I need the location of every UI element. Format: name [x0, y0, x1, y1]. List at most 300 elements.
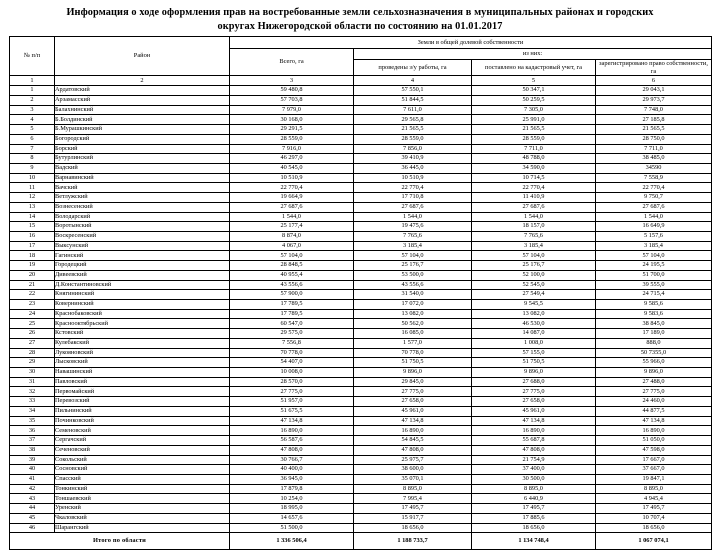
row-total-ha: 36 945,0	[230, 474, 354, 484]
row-cadastral-ha: 10 714,5	[472, 173, 596, 183]
row-total-ha: 70 778,0	[230, 348, 354, 358]
row-rayon-name: Лысковский	[55, 358, 230, 368]
row-total-ha: 28 570,0	[230, 377, 354, 387]
header-cell-rayon: Район	[55, 37, 230, 76]
row-rayon-name: Сеченовский	[55, 445, 230, 455]
row-rayon-name: Воскресенский	[55, 231, 230, 241]
row-total-ha: 19 664,9	[230, 193, 354, 203]
row-survey-work-ha: 57 550,1	[354, 86, 472, 96]
page-title	[15, 6, 705, 33]
row-number: 34	[10, 406, 55, 416]
row-rayon-name: Борский	[55, 144, 230, 154]
row-survey-work-ha: 54 845,5	[354, 436, 472, 446]
row-number: 2	[10, 95, 55, 105]
table-row	[10, 300, 712, 310]
row-number: 24	[10, 309, 55, 319]
table-row	[10, 329, 712, 339]
table-row	[10, 416, 712, 426]
row-rayon-name: Сергачский	[55, 436, 230, 446]
row-rayon-name: Дивеевский	[55, 270, 230, 280]
row-total-ha: 17 789,5	[230, 309, 354, 319]
row-total-ha: 59 480,8	[230, 86, 354, 96]
row-number: 39	[10, 455, 55, 465]
row-rayon-name: Воротынский	[55, 222, 230, 232]
row-total-ha: 10 254,0	[230, 494, 354, 504]
row-rayon-name: Починковский	[55, 416, 230, 426]
row-number: 29	[10, 358, 55, 368]
row-cadastral-ha: 22 770,4	[472, 183, 596, 193]
row-rayon-name: Сосновский	[55, 465, 230, 475]
row-survey-work-ha: 17 710,8	[354, 193, 472, 203]
row-total-ha: 18 995,0	[230, 504, 354, 514]
row-total-ha: 54 407,0	[230, 358, 354, 368]
row-registered-ha: 27 185,8	[596, 115, 712, 125]
row-number: 13	[10, 202, 55, 212]
row-cadastral-ha: 27 687,6	[472, 202, 596, 212]
table-row	[10, 426, 712, 436]
row-rayon-name: Чкаловский	[55, 513, 230, 523]
row-survey-work-ha: 57 104,0	[354, 251, 472, 261]
totals-total: 1 336 506,4	[230, 533, 354, 550]
row-survey-work-ha: 25 975,7	[354, 455, 472, 465]
row-cadastral-ha: 30 500,0	[472, 474, 596, 484]
row-total-ha: 17 879,8	[230, 484, 354, 494]
row-registered-ha: 51 050,0	[596, 436, 712, 446]
row-rayon-name: Кулебакский	[55, 338, 230, 348]
row-number: 43	[10, 494, 55, 504]
row-total-ha: 46 297,0	[230, 154, 354, 164]
table-row	[10, 222, 712, 232]
page-title-line-2: округах Нижегородской области по состоянию на 01.01.2017	[217, 20, 503, 32]
row-cadastral-ha: 18 157,0	[472, 222, 596, 232]
row-cadastral-ha: 27 775,0	[472, 387, 596, 397]
table-row	[10, 338, 712, 348]
row-survey-work-ha: 27 775,0	[354, 387, 472, 397]
table-row	[10, 95, 712, 105]
row-rayon-name: Павловский	[55, 377, 230, 387]
row-number: 21	[10, 280, 55, 290]
row-cadastral-ha: 9 896,0	[472, 368, 596, 378]
row-total-ha: 25 177,4	[230, 222, 354, 232]
row-number: 37	[10, 436, 55, 446]
row-number: 10	[10, 173, 55, 183]
row-total-ha: 40 545,0	[230, 163, 354, 173]
table-row	[10, 319, 712, 329]
row-survey-work-ha: 10 510,9	[354, 173, 472, 183]
row-registered-ha: 5 157,6	[596, 231, 712, 241]
row-cadastral-ha: 37 400,0	[472, 465, 596, 475]
row-survey-work-ha: 13 082,0	[354, 309, 472, 319]
row-registered-ha: 28 750,0	[596, 134, 712, 144]
row-number: 35	[10, 416, 55, 426]
row-number: 36	[10, 426, 55, 436]
row-survey-work-ha: 17 495,7	[354, 504, 472, 514]
row-number: 3	[10, 105, 55, 115]
row-survey-work-ha: 8 895,0	[354, 484, 472, 494]
row-total-ha: 16 890,0	[230, 426, 354, 436]
row-rayon-name: Спасский	[55, 474, 230, 484]
row-cadastral-ha: 27 549,4	[472, 290, 596, 300]
row-cadastral-ha: 21 754,9	[472, 455, 596, 465]
row-survey-work-ha: 1 577,0	[354, 338, 472, 348]
row-survey-work-ha: 50 562,0	[354, 319, 472, 329]
row-number: 33	[10, 397, 55, 407]
row-survey-work-ha: 31 540,0	[354, 290, 472, 300]
row-cadastral-ha: 9 545,5	[472, 300, 596, 310]
row-registered-ha: 9 896,0	[596, 368, 712, 378]
row-total-ha: 27 687,6	[230, 202, 354, 212]
row-total-ha: 28 559,0	[230, 134, 354, 144]
row-registered-ha: 37 667,0	[596, 465, 712, 475]
row-survey-work-ha: 16 890,0	[354, 426, 472, 436]
row-total-ha: 57 104,0	[230, 251, 354, 261]
row-survey-work-ha: 3 185,4	[354, 241, 472, 251]
row-rayon-name: Тоншаевский	[55, 494, 230, 504]
row-survey-work-ha: 47 808,0	[354, 445, 472, 455]
row-registered-ha: 7 711,0	[596, 144, 712, 154]
page-title-line-1: Информация о ходе оформления прав на востребованные земли сельхозназначения в муниципальных районах и городских	[66, 7, 654, 18]
row-cadastral-ha: 1 544,0	[472, 212, 596, 222]
column-number-4: 4	[354, 76, 472, 86]
row-rayon-name: Сокольский	[55, 455, 230, 465]
row-cadastral-ha: 16 890,0	[472, 426, 596, 436]
row-cadastral-ha: 34 590,0	[472, 163, 596, 173]
row-cadastral-ha: 13 082,0	[472, 309, 596, 319]
row-registered-ha: 22 770,4	[596, 183, 712, 193]
header-cell-cadastral: поставлено на кадастровый учет, га	[472, 60, 596, 76]
table-row	[10, 183, 712, 193]
row-number: 27	[10, 338, 55, 348]
row-survey-work-ha: 38 600,0	[354, 465, 472, 475]
row-rayon-name: Лукояновский	[55, 348, 230, 358]
row-total-ha: 22 770,4	[230, 183, 354, 193]
table-row	[10, 115, 712, 125]
row-registered-ha: 7 558,9	[596, 173, 712, 183]
row-registered-ha: 47 598,0	[596, 445, 712, 455]
row-number: 14	[10, 212, 55, 222]
row-survey-work-ha: 15 917,7	[354, 513, 472, 523]
row-cadastral-ha: 25 991,0	[472, 115, 596, 125]
row-registered-ha: 3 185,4	[596, 241, 712, 251]
row-rayon-name: Навашинский	[55, 368, 230, 378]
row-survey-work-ha: 47 134,8	[354, 416, 472, 426]
row-total-ha: 8 874,0	[230, 231, 354, 241]
row-survey-work-ha: 39 410,9	[354, 154, 472, 164]
table-row	[10, 144, 712, 154]
row-cadastral-ha: 17 495,7	[472, 504, 596, 514]
row-number: 45	[10, 513, 55, 523]
row-survey-work-ha: 1 544,0	[354, 212, 472, 222]
row-survey-work-ha: 45 961,0	[354, 406, 472, 416]
row-cadastral-ha: 1 008,0	[472, 338, 596, 348]
row-survey-work-ha: 7 995,4	[354, 494, 472, 504]
row-number: 28	[10, 348, 55, 358]
row-rayon-name: Краснобаковский	[55, 309, 230, 319]
table-row	[10, 406, 712, 416]
row-registered-ha: 29 973,7	[596, 95, 712, 105]
row-registered-ha: 1 544,0	[596, 212, 712, 222]
row-survey-work-ha: 70 778,0	[354, 348, 472, 358]
row-registered-ha: 9 583,6	[596, 309, 712, 319]
row-number: 8	[10, 154, 55, 164]
row-survey-work-ha: 28 559,0	[354, 134, 472, 144]
row-survey-work-ha: 51 844,5	[354, 95, 472, 105]
row-total-ha: 7 979,0	[230, 105, 354, 115]
row-number: 16	[10, 231, 55, 241]
column-number-2: 2	[55, 76, 230, 86]
row-cadastral-ha: 17 885,6	[472, 513, 596, 523]
table-row	[10, 494, 712, 504]
table-row	[10, 348, 712, 358]
row-survey-work-ha: 53 500,0	[354, 270, 472, 280]
table-row	[10, 358, 712, 368]
row-cadastral-ha: 7 305,0	[472, 105, 596, 115]
row-rayon-name: Ковернинский	[55, 300, 230, 310]
row-registered-ha: 55 966,0	[596, 358, 712, 368]
row-cadastral-ha: 11 410,9	[472, 193, 596, 203]
table-row	[10, 241, 712, 251]
table-row	[10, 193, 712, 203]
table-row	[10, 280, 712, 290]
row-registered-ha: 17 189,0	[596, 329, 712, 339]
row-number: 7	[10, 144, 55, 154]
row-rayon-name: Володарский	[55, 212, 230, 222]
row-number: 42	[10, 484, 55, 494]
row-cadastral-ha: 52 100,0	[472, 270, 596, 280]
table-body	[10, 86, 712, 533]
row-rayon-name: Княгининский	[55, 290, 230, 300]
row-cadastral-ha: 7 765,6	[472, 231, 596, 241]
row-registered-ha: 24 195,5	[596, 261, 712, 271]
table-row	[10, 154, 712, 164]
row-rayon-name: Кстовский	[55, 329, 230, 339]
row-cadastral-ha: 45 961,0	[472, 406, 596, 416]
table-row	[10, 270, 712, 280]
column-number-5: 5	[472, 76, 596, 86]
row-survey-work-ha: 29 565,8	[354, 115, 472, 125]
row-number: 12	[10, 193, 55, 203]
row-total-ha: 17 789,5	[230, 300, 354, 310]
header-cell-work: проведены з/у работы, га	[354, 60, 472, 76]
row-number: 40	[10, 465, 55, 475]
row-survey-work-ha: 29 845,0	[354, 377, 472, 387]
row-total-ha: 56 587,6	[230, 436, 354, 446]
row-total-ha: 30 168,0	[230, 115, 354, 125]
row-number: 30	[10, 368, 55, 378]
row-total-ha: 14 657,6	[230, 513, 354, 523]
table-row	[10, 455, 712, 465]
row-registered-ha: 29 043,1	[596, 86, 712, 96]
row-number: 6	[10, 134, 55, 144]
row-cadastral-ha: 27 688,0	[472, 377, 596, 387]
row-registered-ha: 888,0	[596, 338, 712, 348]
row-cadastral-ha: 14 087,0	[472, 329, 596, 339]
row-number: 25	[10, 319, 55, 329]
table-row	[10, 309, 712, 319]
table-row	[10, 212, 712, 222]
row-survey-work-ha: 36 445,0	[354, 163, 472, 173]
row-cadastral-ha: 50 347,1	[472, 86, 596, 96]
row-rayon-name: Уренский	[55, 504, 230, 514]
row-number: 44	[10, 504, 55, 514]
row-cadastral-ha: 18 656,0	[472, 523, 596, 533]
totals-registered: 1 067 074,1	[596, 533, 712, 550]
table-row	[10, 523, 712, 533]
row-total-ha: 47 134,8	[230, 416, 354, 426]
row-total-ha: 10 510,9	[230, 173, 354, 183]
row-survey-work-ha: 22 770,4	[354, 183, 472, 193]
table-row	[10, 105, 712, 115]
row-registered-ha: 24 460,0	[596, 397, 712, 407]
row-cadastral-ha: 50 259,5	[472, 95, 596, 105]
row-registered-ha: 8 895,0	[596, 484, 712, 494]
row-survey-work-ha: 16 085,0	[354, 329, 472, 339]
row-cadastral-ha: 47 134,8	[472, 416, 596, 426]
row-cadastral-ha: 21 565,5	[472, 125, 596, 135]
row-number: 11	[10, 183, 55, 193]
row-registered-ha: 21 565,5	[596, 125, 712, 135]
row-total-ha: 60 547,0	[230, 319, 354, 329]
table-row	[10, 387, 712, 397]
row-rayon-name: Выксунский	[55, 241, 230, 251]
row-rayon-name: Ардатовский	[55, 86, 230, 96]
row-registered-ha: 38 845,0	[596, 319, 712, 329]
row-total-ha: 57 703,8	[230, 95, 354, 105]
table-row	[10, 86, 712, 96]
table-row	[10, 368, 712, 378]
row-rayon-name: Б.Мурашкинский	[55, 125, 230, 135]
row-registered-ha: 44 877,5	[596, 406, 712, 416]
row-total-ha: 51 957,0	[230, 397, 354, 407]
table-row	[10, 397, 712, 407]
row-survey-work-ha: 7 856,0	[354, 144, 472, 154]
row-number: 9	[10, 163, 55, 173]
row-cadastral-ha: 57 104,0	[472, 251, 596, 261]
row-cadastral-ha: 8 895,0	[472, 484, 596, 494]
row-survey-work-ha: 21 565,5	[354, 125, 472, 135]
table-footer	[10, 533, 712, 550]
row-cadastral-ha: 48 788,0	[472, 154, 596, 164]
row-registered-ha: 19 847,1	[596, 474, 712, 484]
row-number: 15	[10, 222, 55, 232]
row-registered-ha: 4 945,4	[596, 494, 712, 504]
row-rayon-name: Б.Болдинский	[55, 115, 230, 125]
row-total-ha: 7 556,8	[230, 338, 354, 348]
row-number: 26	[10, 329, 55, 339]
row-survey-work-ha: 27 658,0	[354, 397, 472, 407]
table-row	[10, 173, 712, 183]
row-rayon-name: Вадский	[55, 163, 230, 173]
row-registered-ha: 17 667,0	[596, 455, 712, 465]
row-survey-work-ha: 17 072,0	[354, 300, 472, 310]
row-cadastral-ha: 47 808,0	[472, 445, 596, 455]
column-number-1: 1	[10, 76, 55, 86]
row-rayon-name: Бутурлинский	[55, 154, 230, 164]
column-number-3: 3	[230, 76, 354, 86]
table-row	[10, 377, 712, 387]
row-cadastral-ha: 25 176,7	[472, 261, 596, 271]
row-rayon-name: Краснооктябрьский	[55, 319, 230, 329]
column-number-6: 6	[596, 76, 712, 86]
row-number: 41	[10, 474, 55, 484]
row-survey-work-ha: 19 475,6	[354, 222, 472, 232]
row-registered-ha: 47 134,8	[596, 416, 712, 426]
row-survey-work-ha: 43 556,6	[354, 280, 472, 290]
row-number: 1	[10, 86, 55, 96]
row-registered-ha: 38 485,0	[596, 154, 712, 164]
row-registered-ha: 27 775,0	[596, 387, 712, 397]
totals-label: Итого по области	[10, 533, 230, 550]
land-registration-table	[9, 36, 712, 550]
row-cadastral-ha: 3 185,4	[472, 241, 596, 251]
row-registered-ha: 51 700,0	[596, 270, 712, 280]
row-rayon-name: Первомайский	[55, 387, 230, 397]
row-number: 31	[10, 377, 55, 387]
table-row	[10, 445, 712, 455]
row-registered-ha: 50 7355,0	[596, 348, 712, 358]
row-total-ha: 28 848,5	[230, 261, 354, 271]
row-registered-ha: 7 748,0	[596, 105, 712, 115]
row-cadastral-ha: 27 658,0	[472, 397, 596, 407]
table-row	[10, 474, 712, 484]
row-registered-ha: 17 495,7	[596, 504, 712, 514]
row-total-ha: 40 400,0	[230, 465, 354, 475]
header-cell-total: Всего, га	[230, 49, 354, 76]
row-survey-work-ha: 7 611,0	[354, 105, 472, 115]
row-number: 38	[10, 445, 55, 455]
header-cell-group-sub: из них:	[354, 49, 712, 60]
row-rayon-name: Балахнинский	[55, 105, 230, 115]
row-rayon-name: Варнавинский	[55, 173, 230, 183]
row-registered-ha: 39 555,0	[596, 280, 712, 290]
row-total-ha: 10 008,0	[230, 368, 354, 378]
row-number: 4	[10, 115, 55, 125]
header-row-group	[10, 37, 712, 49]
header-cell-group-title: Земли в общей долевой собственности	[230, 37, 712, 49]
row-rayon-name: Городецкий	[55, 261, 230, 271]
row-rayon-name: Тонкинский	[55, 484, 230, 494]
row-rayon-name: Перевозский	[55, 397, 230, 407]
row-total-ha: 30 766,7	[230, 455, 354, 465]
column-number-row	[10, 76, 712, 86]
row-rayon-name: Богородский	[55, 134, 230, 144]
table-row	[10, 436, 712, 446]
totals-row	[10, 533, 712, 550]
row-rayon-name: Д.Константиновский	[55, 280, 230, 290]
row-registered-ha: 9 750,7	[596, 193, 712, 203]
row-number: 17	[10, 241, 55, 251]
totals-cadastral: 1 134 748,4	[472, 533, 596, 550]
table-row	[10, 504, 712, 514]
row-rayon-name: Семеновский	[55, 426, 230, 436]
row-total-ha: 51 675,5	[230, 406, 354, 416]
row-rayon-name: Вознесенский	[55, 202, 230, 212]
row-survey-work-ha: 35 070,1	[354, 474, 472, 484]
row-total-ha: 29 291,5	[230, 125, 354, 135]
row-registered-ha: 57 104,0	[596, 251, 712, 261]
row-cadastral-ha: 46 530,0	[472, 319, 596, 329]
table-row	[10, 513, 712, 523]
row-number: 32	[10, 387, 55, 397]
row-number: 5	[10, 125, 55, 135]
row-survey-work-ha: 9 896,0	[354, 368, 472, 378]
row-cadastral-ha: 7 711,0	[472, 144, 596, 154]
row-cadastral-ha: 52 545,0	[472, 280, 596, 290]
header-cell-registered: зарегистрировано право собственности, га	[596, 60, 712, 76]
row-number: 19	[10, 261, 55, 271]
row-registered-ha: 27 488,0	[596, 377, 712, 387]
row-survey-work-ha: 7 765,6	[354, 231, 472, 241]
